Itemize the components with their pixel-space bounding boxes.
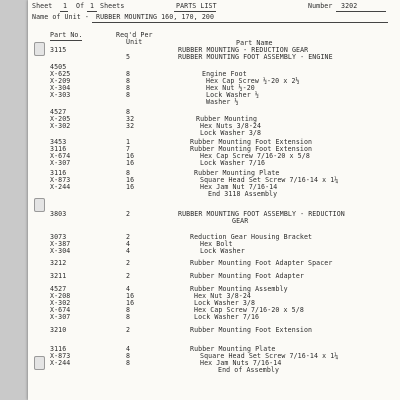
sheets-label: Sheets bbox=[100, 2, 125, 10]
part-number: 3073 bbox=[50, 233, 67, 241]
column-header-required-unit: Unit bbox=[126, 38, 143, 46]
quantity-required: 8 bbox=[126, 70, 131, 78]
part-name: Rubber Mounting Foot Adapter Spacer bbox=[190, 259, 333, 267]
quantity-required: 2 bbox=[126, 326, 131, 334]
quantity-required: 8 bbox=[126, 91, 131, 99]
part-name: Hex Jam Nuts 7/16-14 bbox=[200, 359, 282, 367]
unit-name-label: Name of Unit - bbox=[32, 13, 89, 21]
scan-background bbox=[0, 0, 28, 400]
quantity-required: 16 bbox=[126, 159, 135, 167]
underline bbox=[50, 40, 82, 41]
quantity-required: 8 bbox=[126, 313, 131, 321]
part-number: 3211 bbox=[50, 272, 67, 280]
column-header-part-name: Part Name bbox=[236, 39, 273, 47]
quantity-required: 2 bbox=[126, 272, 131, 280]
underline bbox=[87, 11, 97, 12]
quantity-required: 7 bbox=[126, 145, 131, 153]
part-name: Lock Washer 3/8 bbox=[194, 299, 256, 307]
part-number: X-304 bbox=[50, 247, 71, 255]
of-label: Of bbox=[76, 2, 85, 10]
quantity-required: 16 bbox=[126, 292, 135, 300]
part-name: Rubber Mounting Plate bbox=[194, 169, 280, 177]
part-name: End 3118 Assembly bbox=[208, 190, 278, 198]
part-name: Rubber Mounting Foot Extension bbox=[190, 145, 313, 153]
part-number: 3210 bbox=[50, 326, 67, 334]
quantity-required: 8 bbox=[126, 359, 131, 367]
quantity-required: 32 bbox=[126, 122, 135, 130]
quantity-required: 2 bbox=[126, 259, 131, 267]
part-name: Hex Nut 3/8-24 bbox=[194, 292, 251, 300]
part-number: 3115 bbox=[50, 46, 67, 54]
part-number: X-303 bbox=[50, 91, 71, 99]
part-name: GEAR bbox=[232, 217, 249, 225]
quantity-required: 2 bbox=[126, 233, 131, 241]
part-number: X-307 bbox=[50, 159, 71, 167]
part-number: 4527 bbox=[50, 108, 67, 116]
part-name: RUBBER MOUNTING FOOT ASSEMBLY - REDUCTION bbox=[178, 210, 345, 218]
quantity-required: 16 bbox=[126, 299, 135, 307]
part-number: 3453 bbox=[50, 138, 67, 146]
underline bbox=[92, 22, 388, 23]
quantity-required: 4 bbox=[126, 247, 131, 255]
quantity-required: 8 bbox=[126, 84, 131, 92]
quantity-required: 1 bbox=[126, 138, 131, 146]
quantity-required: 4 bbox=[126, 240, 131, 248]
part-name: Square Head Set Screw 7/16-14 x 1¼ bbox=[200, 352, 339, 360]
part-number: X-307 bbox=[50, 313, 71, 321]
punch-hole bbox=[34, 42, 45, 56]
part-name: Lock Washer bbox=[200, 247, 245, 255]
sheet-number: 1 bbox=[63, 2, 68, 10]
quantity-required: 8 bbox=[126, 169, 131, 177]
part-number: X-304 bbox=[50, 84, 71, 92]
part-name: Hex Nut ½-20 bbox=[206, 84, 255, 92]
underline bbox=[174, 11, 216, 12]
part-number: 3116 bbox=[50, 145, 67, 153]
underline bbox=[60, 11, 68, 12]
part-number: X-244 bbox=[50, 359, 71, 367]
punch-hole bbox=[34, 198, 45, 212]
part-number: X-387 bbox=[50, 240, 71, 248]
part-name: Lock Washer 7/16 bbox=[200, 159, 266, 167]
part-name: End of Assembly bbox=[218, 366, 280, 374]
part-name: Engine Foot bbox=[202, 70, 247, 78]
punch-hole bbox=[34, 356, 45, 370]
part-number: 3803 bbox=[50, 210, 67, 218]
part-number: X-873 bbox=[50, 176, 71, 184]
document-title: PARTS LIST bbox=[176, 2, 217, 10]
quantity-required: 2 bbox=[126, 210, 131, 218]
number-value: 3202 bbox=[341, 2, 358, 10]
part-name: Hex Cap Screw 7/16-20 x 5/8 bbox=[200, 152, 310, 160]
part-name: Lock Washer ½ bbox=[206, 91, 259, 99]
sheets-total: 1 bbox=[90, 2, 95, 10]
part-number: X-205 bbox=[50, 115, 71, 123]
column-header-required: Req'd Per bbox=[116, 31, 153, 39]
part-number: X-302 bbox=[50, 122, 71, 130]
part-name: Lock Washer 3/8 bbox=[200, 129, 262, 137]
quantity-required: 8 bbox=[126, 108, 131, 116]
quantity-required: 32 bbox=[126, 115, 135, 123]
number-label: Number bbox=[308, 2, 333, 10]
quantity-required: 16 bbox=[126, 176, 135, 184]
part-number: X-674 bbox=[50, 152, 71, 160]
part-number: 3116 bbox=[50, 169, 67, 177]
part-name: Rubber Mounting Foot Extension bbox=[190, 138, 313, 146]
part-number: X-625 bbox=[50, 70, 71, 78]
column-header-part-no: Part No. bbox=[50, 31, 83, 39]
part-name: Reduction Gear Housing Bracket bbox=[190, 233, 313, 241]
part-number: X-244 bbox=[50, 183, 71, 191]
part-name: Hex Cap Screw 7/16-20 x 5/8 bbox=[194, 306, 304, 314]
part-number: 3116 bbox=[50, 345, 67, 353]
part-name: Rubber Mounting Plate bbox=[190, 345, 276, 353]
underline bbox=[336, 11, 386, 12]
quantity-required: 4 bbox=[126, 285, 131, 293]
part-number: X-302 bbox=[50, 299, 71, 307]
part-name: Square Head Set Screw 7/16-14 x 1¼ bbox=[200, 176, 339, 184]
part-number: 4527 bbox=[50, 285, 67, 293]
part-name: RUBBER MOUNTING FOOT ASSEMBLY - ENGINE bbox=[178, 53, 333, 61]
quantity-required: 8 bbox=[126, 352, 131, 360]
quantity-required: 16 bbox=[126, 183, 135, 191]
unit-name-value: RUBBER MOUNTING 160, 170, 200 bbox=[96, 13, 215, 21]
part-number: X-208 bbox=[50, 292, 71, 300]
quantity-required: 16 bbox=[126, 152, 135, 160]
part-number: 3212 bbox=[50, 259, 67, 267]
quantity-required: 8 bbox=[126, 77, 131, 85]
part-name: Washer ½ bbox=[206, 98, 239, 106]
part-name: Hex Cap Screw ½-20 x 2½ bbox=[206, 77, 300, 85]
part-name: Hex Nuts 3/8-24 bbox=[200, 122, 262, 130]
part-number: X-873 bbox=[50, 352, 71, 360]
part-number: 4505 bbox=[50, 63, 67, 71]
part-name: RUBBER MOUNTING - REDUCTION GEAR bbox=[178, 46, 309, 54]
part-name: Rubber Mounting Assembly bbox=[190, 285, 288, 293]
part-number: X-674 bbox=[50, 306, 71, 314]
sheet-label: Sheet bbox=[32, 2, 53, 10]
part-number: X-209 bbox=[50, 77, 71, 85]
part-name: Rubber Mounting bbox=[196, 115, 258, 123]
part-name: Rubber Mounting Foot Extension bbox=[190, 326, 313, 334]
part-name: Lock Washer 7/16 bbox=[194, 313, 260, 321]
quantity-required: 4 bbox=[126, 345, 131, 353]
part-name: Hex Jam Nut 7/16-14 bbox=[200, 183, 278, 191]
quantity-required: 5 bbox=[126, 53, 131, 61]
part-name: Hex Bolt bbox=[200, 240, 233, 248]
quantity-required: 8 bbox=[126, 306, 131, 314]
parts-list-sheet bbox=[28, 0, 400, 400]
part-name: Rubber Mounting Foot Adapter bbox=[190, 272, 304, 280]
